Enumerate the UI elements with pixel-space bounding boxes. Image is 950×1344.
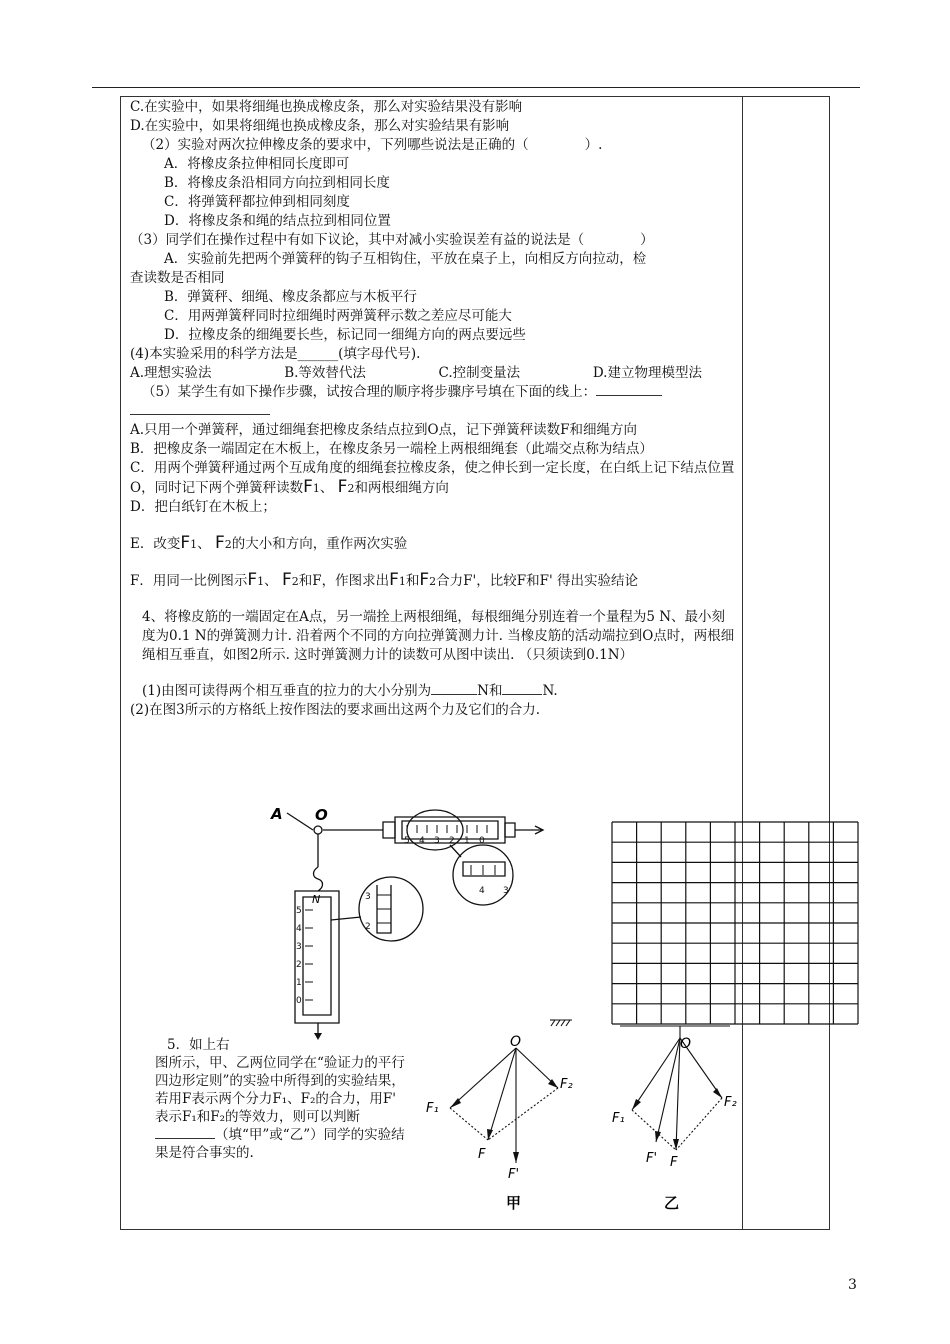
figure-jia (420, 1018, 595, 1213)
sub5-stem: （5）某学生有如下操作步骤，试按合理的顺序将步骤序号填在下面的线上： (130, 383, 736, 402)
yi-label-fp: F' (646, 1151, 658, 1166)
q5-line1: 5．如上右 (167, 1037, 230, 1053)
q2-option-a: A．将橡皮条拉伸相同长度即可 (164, 156, 350, 172)
sub4-options (130, 364, 736, 383)
prev-option-d: D.在实验中，如果将细绳也换成橡皮条，那么对实验结果有影响 (130, 118, 510, 134)
q2-option-d: D．将橡皮条和绳的结点拉到相同位置 (164, 213, 391, 229)
q3-option-a-cont: 查读数是否相同 (130, 270, 225, 286)
q3-option-c: C．用两弹簧秤同时拉细绳时两弹簧秤示数之差应尽可能大 (164, 308, 512, 324)
h-tick-5: 5 (404, 836, 410, 846)
q3-option-b: B．弹簧秤、细绳、橡皮条都应与木板平行 (164, 289, 417, 305)
label-o: O (315, 806, 328, 824)
step-e: E．改变F1、 F2的大小和方向，重作两次实验 (130, 533, 408, 553)
step-f: F．用同一比例图示F1、 F2和F，作图求出F1和F2合力F'，比较F和F' 得出实验结论 (130, 570, 638, 590)
v-zoom-3: 3 (365, 892, 371, 902)
label-n: N (312, 893, 321, 906)
q3-option-a: A．实验前先把两个弹簧秤的钩子互相钩住，平放在桌子上，向相反方向拉动，检 (164, 251, 647, 267)
yi-caption: 乙 (664, 1194, 680, 1212)
jia-label-fp: F' (508, 1167, 520, 1182)
h-tick-1: 1 (464, 836, 470, 846)
worksheet-content (130, 98, 736, 720)
header-rule (92, 87, 860, 88)
yi-label-f2: F₂ (724, 1095, 737, 1110)
jia-label-f: F (478, 1147, 486, 1162)
v-tick-2: 2 (296, 960, 302, 970)
jia-label-f1: F₁ (426, 1101, 439, 1116)
yi-label-f1: F₁ (612, 1111, 625, 1126)
v-tick-4: 4 (296, 924, 302, 934)
h-tick-4: 4 (419, 836, 425, 846)
h-zoom-4: 4 (479, 886, 485, 896)
sub4-stem: (4)本实验采用的科学方法是______(填字母代号). (130, 346, 421, 362)
prev-option-c: C.在实验中，如果将细绳也换成橡皮条，那么对实验结果没有影响 (130, 99, 523, 115)
v-tick-5: 5 (296, 906, 302, 916)
grid-paper-figure (608, 818, 864, 1030)
q4-text: 4、将橡皮筋的一端固定在A点，另一端拴上两根细绳，每根细绳分别连着一个量程为5 N、最小刻度为0.1 N的弹簧测力计. 沿着两个不同的方向拉弹簧测力计. 当橡皮筋的活动端拉到O点时，两根细绳相互垂直，如图2所示. 这时弹簧测力计的读数可从图中读出. （只须读到0.1N） (142, 609, 735, 663)
v-tick-3: 3 (296, 942, 302, 952)
jia-caption: 甲 (506, 1194, 522, 1212)
q4-sub2: (2)在图3所示的方格纸上按作图法的要求画出这两个力及它们的合力. (130, 702, 541, 718)
question-5 (155, 1036, 410, 1162)
jia-label-o: O (510, 1034, 522, 1050)
step-b: B．把橡皮条一端固定在木板上，在橡皮条另一端栓上两根细绳套（此端交点称为结点） (130, 441, 653, 457)
q3-stem: （3）同学们在操作过程中有如下议论，其中对减小实验误差有益的说法是（ ） (130, 232, 654, 248)
sub4-option-c: C.控制变量法 (438, 365, 521, 381)
sub5-answer-line (130, 402, 736, 421)
spring-balance-figure (265, 805, 555, 1040)
v-tick-1: 1 (296, 978, 302, 988)
v-zoom-2: 2 (365, 922, 371, 932)
yi-label-o: O (680, 1036, 692, 1052)
sub4-option-b: B.等效替代法 (284, 365, 366, 381)
yi-label-f: F (670, 1155, 678, 1170)
step-c: C．用两个弹簧秤通过两个互成角度的细绳套拉橡皮条，使之伸长到一定长度，在白纸上记下结点位置O，同时记下两个弹簧秤读数F1、 F2和两根细绳方向 (130, 460, 735, 497)
h-tick-0: 0 (479, 836, 485, 846)
q3-option-d: D．拉橡皮条的细绳要长些，标记同一细绳方向的两点要远些 (164, 327, 526, 343)
label-a: A (271, 805, 283, 823)
step-a: A.只用一个弹簧秤，通过细绳套把橡皮条结点拉到O点，记下弹簧秤读数F和细绳方向 (130, 422, 637, 438)
q4-sub1: (1)由图可读得两个相互垂直的拉力的大小分别为 N和 N. (142, 683, 558, 699)
h-tick-3: 3 (434, 836, 440, 846)
q5-text: 图所示，甲、乙两位同学在“验证力的平行四边形定则”的实验中所得到的实验结果，若用F表示两个分力F₁、F₂的合力，用F' 表示F₁和F₂的等效力，则可以判断（填“甲”或“乙”）同学的实验结果是符合事实的. (155, 1055, 405, 1161)
sub4-option-d: D.建立物理模型法 (592, 365, 702, 381)
figure-yi (600, 1022, 750, 1212)
sub4-option-a: A.理想实验法 (130, 365, 212, 381)
h-zoom-3: 3 (503, 886, 509, 896)
q2-option-b: B．将橡皮条沿相同方向拉到相同长度 (164, 175, 390, 191)
page-number: 3 (848, 1277, 857, 1293)
step-d: D．把白纸钉在木板上； (130, 499, 276, 515)
v-tick-0: 0 (296, 996, 302, 1006)
jia-label-f2: F₂ (560, 1077, 573, 1092)
h-tick-2: 2 (449, 836, 455, 846)
q2-option-c: C．将弹簧秤都拉伸到相同刻度 (164, 194, 350, 210)
q2-stem: （2）实验对两次拉伸橡皮条的要求中，下列哪些说法是正确的（ ）. (142, 137, 603, 153)
